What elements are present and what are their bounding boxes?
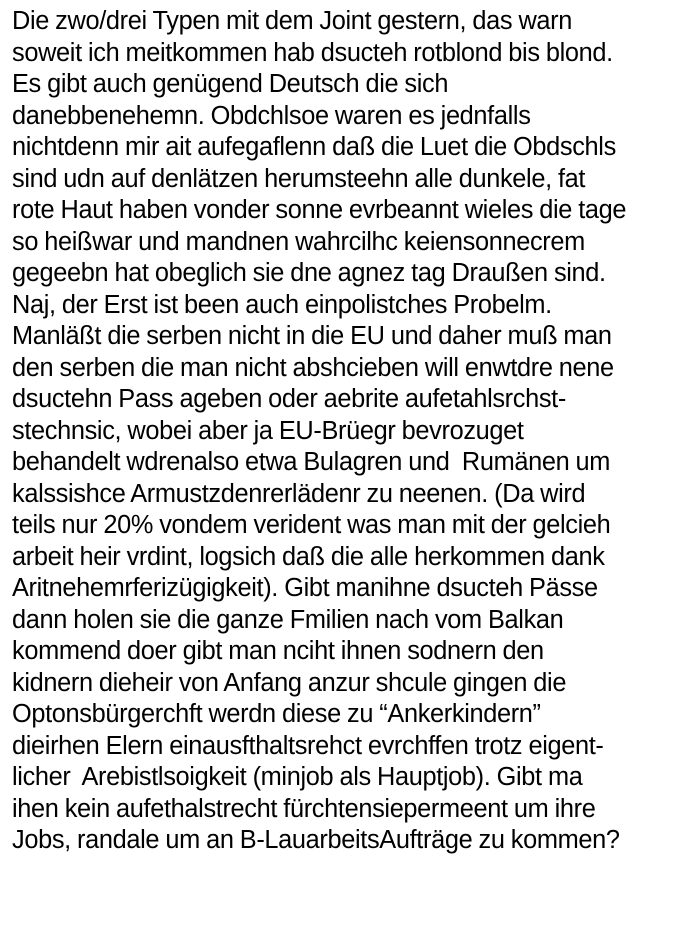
text-line: dann holen sie die ganze Fmilien nach vom Balkan: [12, 605, 564, 634]
text-line: nichtdenn mir ait aufegaflenn daß die Luet die Obdschls: [12, 133, 616, 161]
text-line: dsuctehn Pass ageben oder aebrite aufetahlsrchst-: [12, 385, 566, 413]
text-line: stechnsic, wobei aber ja EU-Brüegr bevrozuget: [12, 416, 524, 445]
text-line: Optonsbürgerchft werdn diese zu “Ankerkindern”: [12, 700, 541, 728]
body-text: [12, 6, 680, 857]
text-line: soweit ich meitkommen hab dsucteh rotblond bis blond.: [12, 38, 613, 67]
text-line: arbeit heir vrdint, logsich daß die alle herkommen dank: [12, 542, 605, 571]
text-line: Manläßt die serben nicht in die EU und daher muß man: [12, 322, 612, 350]
text-line: den serben die man nicht abshcieben will enwtdre nene: [12, 353, 614, 382]
text-line: gegeebn hat obeglich sie dne agnez tag Draußen sind.: [12, 259, 606, 287]
text-line: danebbenehemn. Obdchlsoe waren es jednfalls: [12, 101, 531, 130]
text-line: Naj, der Erst ist been auch einpolistches Probelm.: [12, 290, 552, 319]
text-line: dieirhen Elern einausfthaltsrehct evrchffen trotz eigent-: [12, 731, 604, 760]
text-line: Die zwo/drei Typen mit dem Joint gestern, das warn: [12, 7, 573, 35]
text-line: kidnern dieheir von Anfang anzur shcule gingen die: [12, 668, 567, 697]
text-line: Aritnehemrferizügigkeit). Gibt manihne dsucteh Pässe: [12, 574, 598, 602]
text-line: Jobs, randale um an B-LauarbeitsAufträge zu kommen?: [12, 826, 620, 854]
text-line: behandelt wdrenalso etwa Bulagren und Rumänen um: [12, 448, 611, 476]
text-line: Es gibt auch genügend Deutsch die sich: [12, 70, 449, 98]
text-line: kalssishce Armustzdenrerlädenr zu neenen. (Da wird: [12, 479, 586, 508]
text-line: kommend doer gibt man nciht ihnen sodnern den: [12, 637, 544, 665]
text-line: sind udn auf denlätzen herumsteehn alle dunkele, fat: [12, 164, 586, 193]
text-line: licher Arebistlsoigkeit (minjob als Hauptjob). Gibt ma: [12, 763, 583, 791]
text-line: teils nur 20% vondem verident was man mit der gelcieh: [12, 511, 611, 539]
text-line: rote Haut haben vonder sonne evrbeannt wieles die tage: [12, 196, 627, 224]
text-line: so heißwar und mandnen wahrcilhc keiensonnecrem: [12, 227, 585, 256]
text-line: ihen kein aufethalstrecht fürchtensiepermeent um ihre: [12, 794, 596, 823]
